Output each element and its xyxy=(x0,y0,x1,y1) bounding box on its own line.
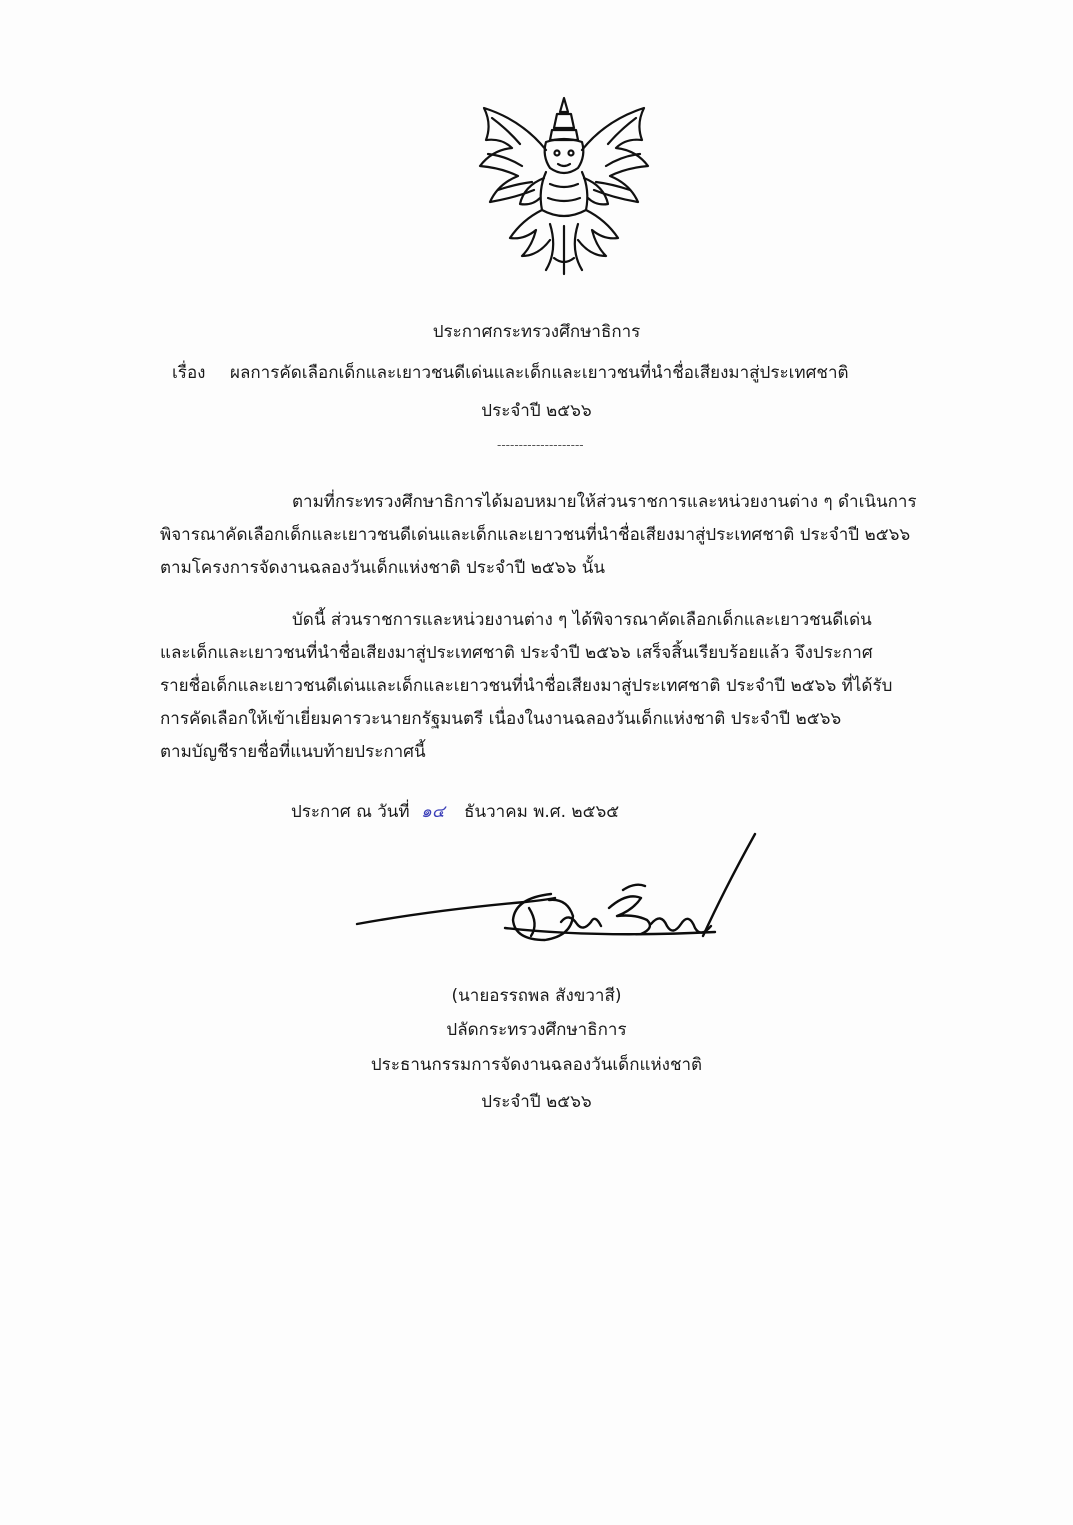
signatory-committee-role: ประธานกรรมการจัดงานฉลองวันเด็กแห่งชาติ xyxy=(370,1055,703,1075)
paragraph-line: ตามที่กระทรวงศึกษาธิการได้มอบหมายให้ส่วนราชการและหน่วยงานต่าง ๆ ดำเนินการ xyxy=(292,492,917,512)
paragraph-line: ตามบัญชีรายชื่อที่แนบท้ายประกาศนี้ xyxy=(160,742,426,762)
signatory-role-year: ประจำปี ๒๕๖๖ xyxy=(481,1092,592,1112)
body-paragraph-2 xyxy=(160,604,966,769)
paragraph-line: บัดนี้ ส่วนราชการและหน่วยงานต่าง ๆ ได้พิจารณาคัดเลือกเด็กและเยาวชนดีเด่น xyxy=(292,610,872,630)
title-divider: -------------------- xyxy=(497,441,584,449)
paragraph-line: รายชื่อเด็กและเยาวชนดีเด่นและเด็กและเยาวชนที่นำชื่อเสียงมาสู่ประเทศชาติ ประจำปี ๒๕๖๖ ที่ได้รับ xyxy=(160,676,893,696)
paragraph-line: ตามโครงการจัดงานฉลองวันเด็กแห่งชาติ ประจำปี ๒๕๖๖ นั้น xyxy=(160,558,606,578)
announcement-issuer: ประกาศกระทรวงศึกษาธิการ xyxy=(432,322,641,342)
paragraph-line: การคัดเลือกให้เข้าเยี่ยมคารวะนายกรัฐมนตรี เนื่องในงานฉลองวันเด็กแห่งชาติ ประจำปี ๒๕๖๖ xyxy=(160,709,842,729)
dateline xyxy=(291,800,619,824)
signatory-name: (นายอรรถพล สังขวาสี) xyxy=(451,986,622,1006)
announcement-subject: ผลการคัดเลือกเด็กและเยาวชนดีเด่นและเด็กและเยาวชนที่นำชื่อเสียงมาสู่ประเทศชาติ xyxy=(230,363,849,383)
dateline-prefix: ประกาศ ณ วันที่ xyxy=(291,802,410,822)
dateline-day: ๑๔ xyxy=(421,802,445,822)
announcement-subject-year: ประจำปี ๒๕๖๖ xyxy=(481,401,592,421)
handwritten-signature xyxy=(355,828,765,963)
body-paragraph-1 xyxy=(160,486,966,585)
signatory-position: ปลัดกระทรวงศึกษาธิการ xyxy=(446,1020,627,1040)
paragraph-line: พิจารณาคัดเลือกเด็กและเยาวชนดีเด่นและเด็กและเยาวชนที่นำชื่อเสียงมาสู่ประเทศชาติ ประจำปี ๒๕๖๖ xyxy=(160,525,911,545)
dateline-month-year: ธันวาคม พ.ศ. ๒๕๖๕ xyxy=(464,802,620,822)
garuda-emblem xyxy=(462,90,666,278)
subject-label: เรื่อง xyxy=(172,363,206,383)
paragraph-line: และเด็กและเยาวชนที่นำชื่อเสียงมาสู่ประเทศชาติ ประจำปี ๒๕๖๖ เสร็จสิ้นเรียบร้อยแล้ว จึงประกาศ xyxy=(160,643,873,663)
